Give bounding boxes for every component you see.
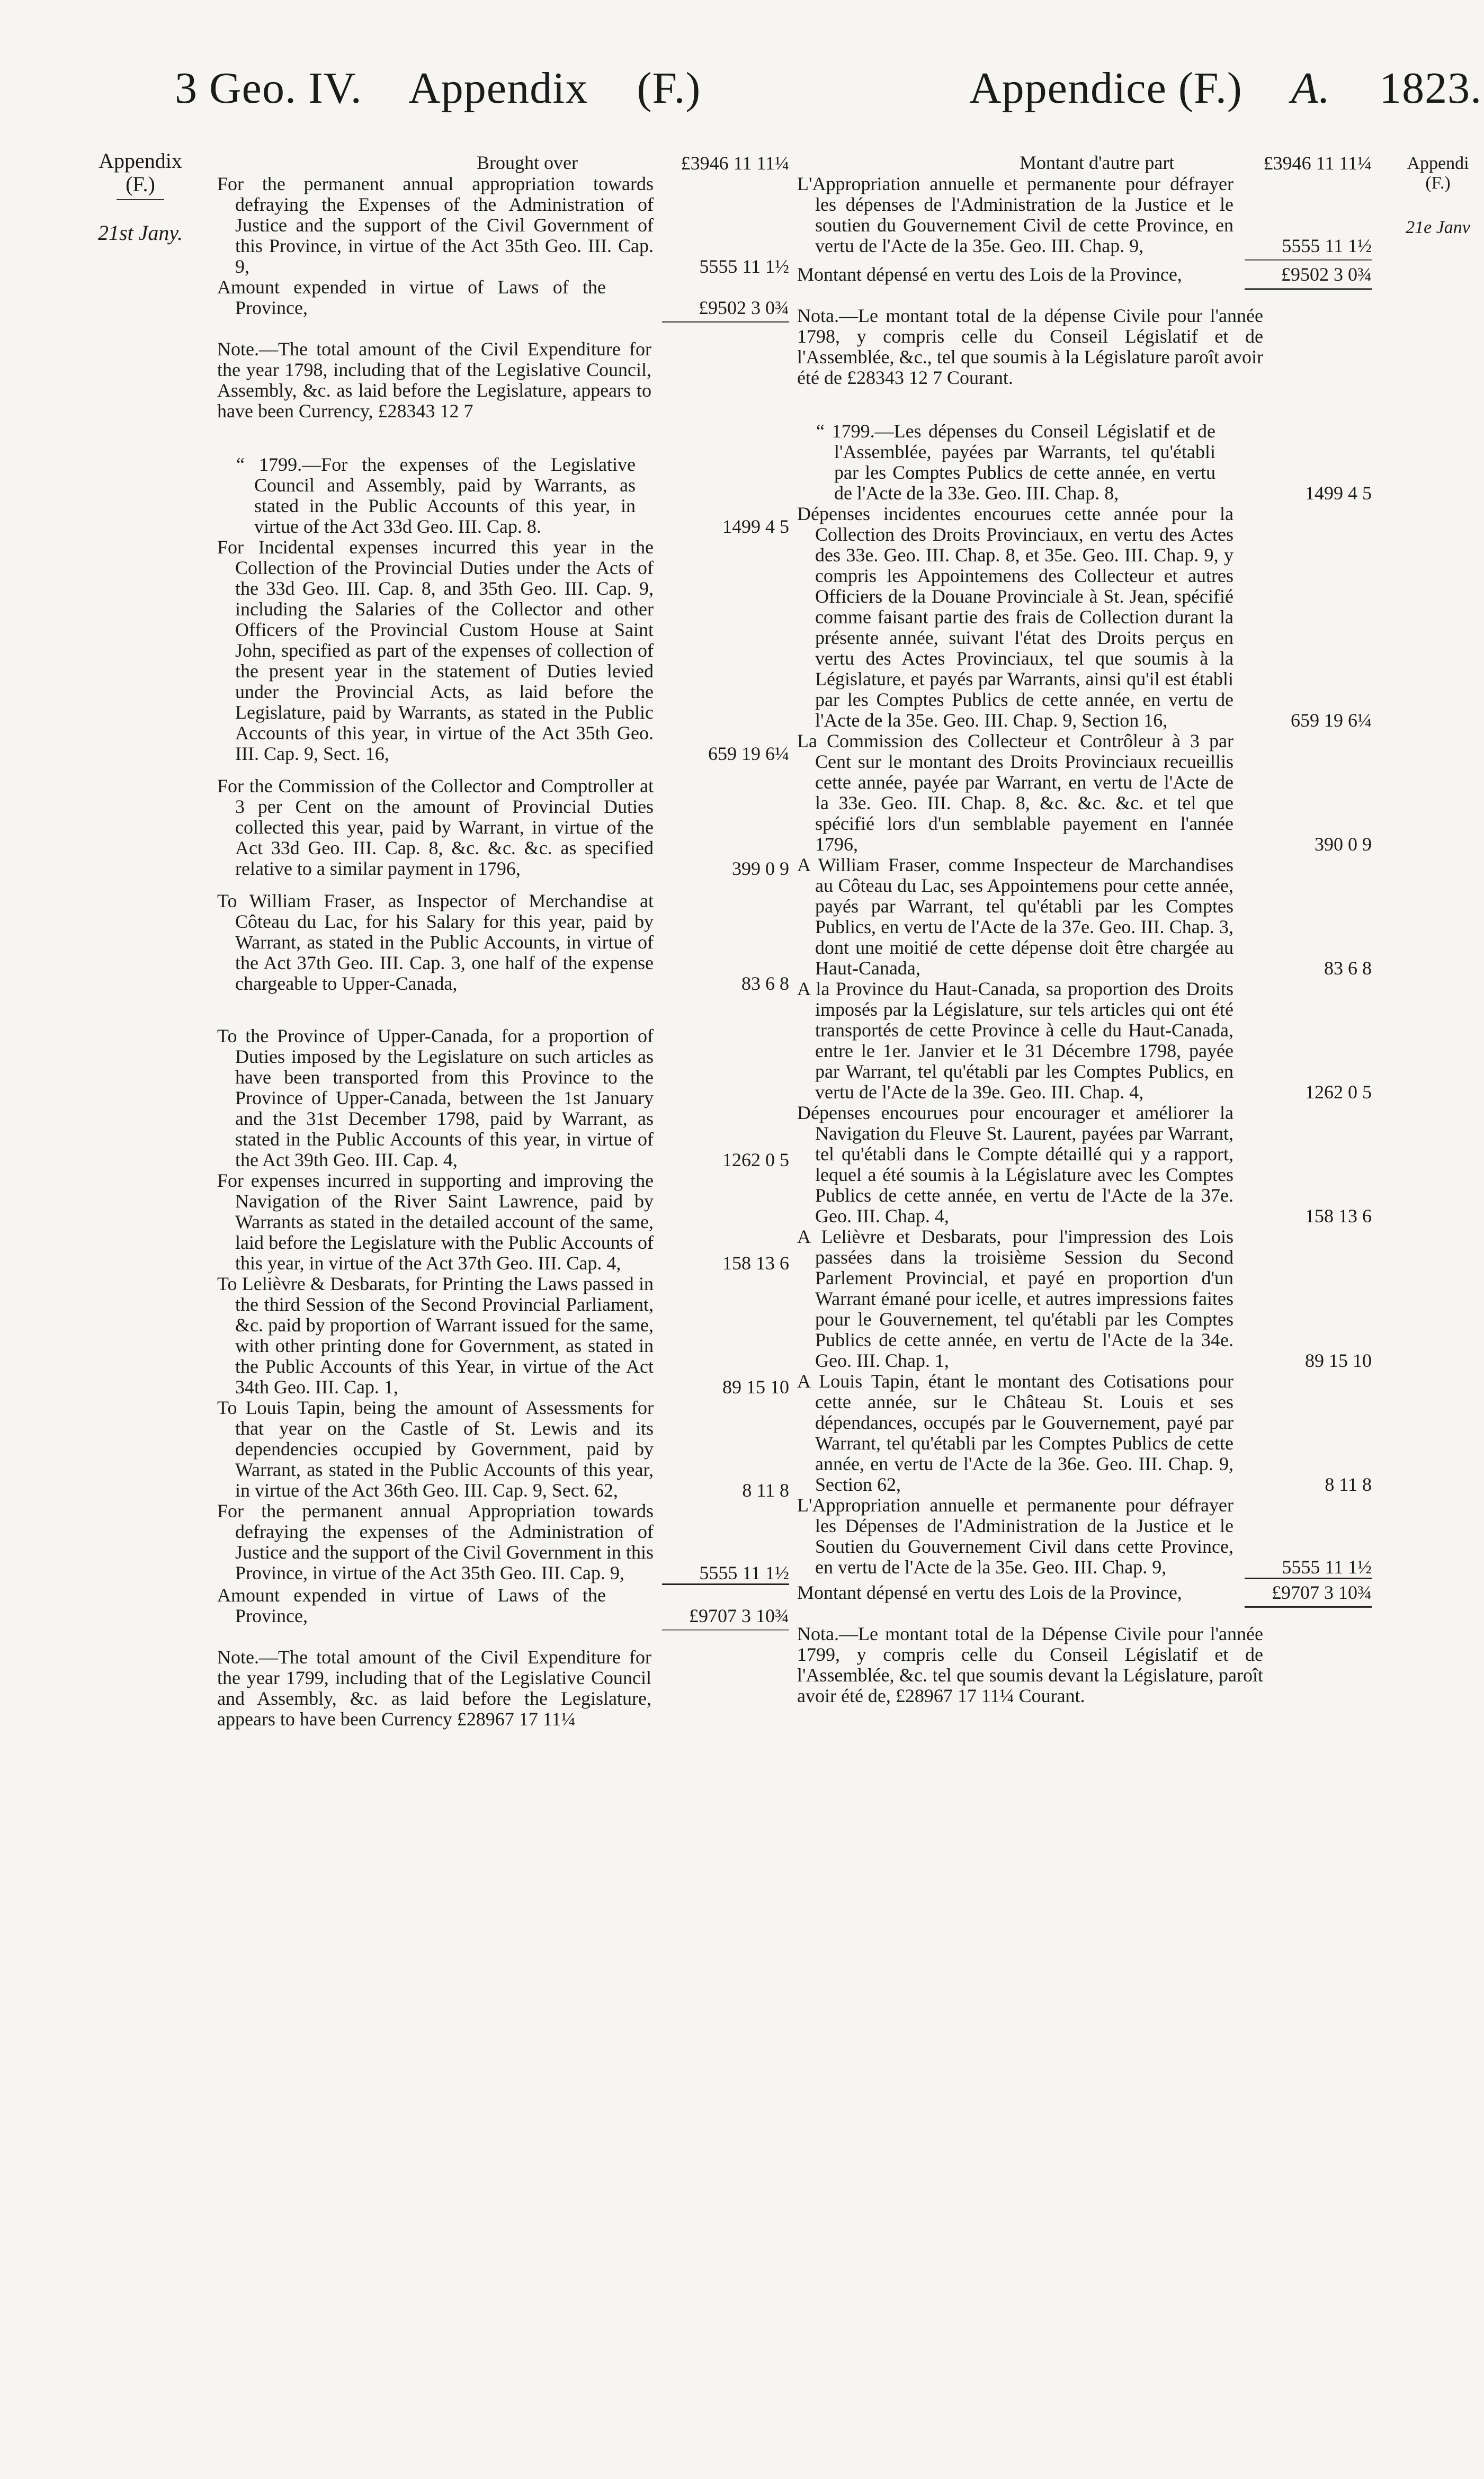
nota-1798: Nota.—Le montant total de la dépense Civile pour l'année 1798, y compris celle du Conseil Législatif et de l'Assemblée, &c., tel que soumis à la Législature paroît avoir été de £28343 12 7 Courant. bbox=[797, 305, 1263, 388]
entree-commission-collecteur bbox=[797, 731, 1377, 855]
entry-text: “ 1799.—Les dépenses du Conseil Législatif et de l'Assemblée, payées par Warrants, tel qu'établi par les Comptes Publics de cette année, en vertu de l'Acte de la 33e. Geo. III. Chap. 8, bbox=[816, 420, 1215, 504]
entry-amount: 83 6 8 bbox=[741, 973, 789, 994]
entry-navigation bbox=[217, 1170, 794, 1274]
entry-lelievre-desbarats bbox=[217, 1274, 794, 1398]
entry-text: Montant dépensé en vertu des Lois de la Province, bbox=[797, 264, 1182, 285]
entry-text: “ 1799.—For the expenses of the Legislative Council and Assembly, paid by Warrants, as stated in the Public Accounts of this year, in virtue of the Act 33d Geo. III. Cap. 8. bbox=[236, 454, 636, 537]
entry-text: For the Commission of the Collector and Comptroller at 3 per Cent on the amount of Provincial Duties collected this year, paid by Warrant, in virtue of the Act 33d Geo. III. Cap. 8, &c. &c. &c. as specified relative to a similar payment in 1796, bbox=[217, 775, 654, 879]
entree-depenses-incidentes bbox=[797, 504, 1377, 731]
entry-amount: 399 0 9 bbox=[732, 858, 789, 879]
margin-letter: (F.) bbox=[126, 172, 155, 196]
english-column bbox=[217, 153, 794, 1730]
entry-amount: 89 15 10 bbox=[722, 1376, 789, 1398]
entree-montant-depense bbox=[797, 264, 1377, 285]
entry-text: To the Province of Upper-Canada, for a proportion of Duties imposed by the Legislature on such articles as have been transported from this Province to the Province of Upper-Canada, between the 1st January and the 31st December 1798, paid by Warrant, as stated in the Public Accounts of this year, in virtue of the Act 39th Geo. III. Cap. 4, bbox=[217, 1025, 654, 1170]
entry-text: For expenses incurred in supporting and improving the Navigation of the River Saint Lawrence, paid by Warrants as stated in the detailed account of the same, laid before the Legislature with the Public Accounts of this year, in virtue of the Act 37th Geo. III. Cap. 4, bbox=[217, 1170, 654, 1274]
entree-depenses-legislatives bbox=[797, 421, 1377, 504]
entry-text: L'Appropriation annuelle et permanente pour défrayer les dépenses de l'Administration de la Justice et le soutien du Gouvernement Civil de cette Province, en vertu de l'Acte de la 35e. Geo. III. Chap. 9, bbox=[797, 173, 1233, 256]
margin-date-fr: 21e Janv bbox=[1406, 217, 1470, 237]
entry-permanent-appropriation-1799 bbox=[217, 1501, 794, 1583]
entry-amount: 1262 0 5 bbox=[722, 1149, 789, 1170]
entry-amount: 158 13 6 bbox=[1305, 1205, 1372, 1227]
entry-text: For Incidental expenses incurred this year in the Collection of the Provincial Duties under the Acts of the 33d Geo. III. Cap. 8, and 35th Geo. III. Cap. 9, including the Salaries of the Collector and other Officers of the Provincial Custom House at Saint John, specified as part of the expenses of collection of the present year in the statement of Duties levied under the Provincial Acts, as laid before the Legislature, paid by Warrants, as stated in the Public Accounts of this year, in virtue of the Act 35th Geo. III. Cap. 9, Sect. 16, bbox=[217, 536, 654, 764]
entry-upper-canada bbox=[217, 1026, 794, 1170]
entry-amount: 5555 11 1½ bbox=[699, 256, 789, 277]
entry-amount: £9707 3 10¾ bbox=[1272, 1582, 1372, 1603]
margin-note-right bbox=[1398, 154, 1478, 237]
french-column bbox=[797, 153, 1377, 1706]
margin-letter-fr: (F.) bbox=[1425, 173, 1451, 193]
entry-amount: 1262 0 5 bbox=[1305, 1081, 1372, 1103]
entry-amount: 8 11 8 bbox=[1325, 1474, 1372, 1495]
entry-amount: 659 19 6¼ bbox=[1291, 710, 1372, 731]
brought-over-amount: £3946 11 11¼ bbox=[1263, 153, 1372, 174]
entry-text: Dépenses encourues pour encourager et améliorer la Navigation du Fleuve St. Laurent, payées par Warrant, tel qu'établi dans le Compte détaillé qui y a rapport, lequel a été soumis à la Législature avec les Comptes Publics de cette année, en vertu de l'Acte de la 37e. Geo. III. Chap. 4, bbox=[797, 1102, 1233, 1227]
margin-label-fr: Appendi bbox=[1407, 154, 1469, 173]
entry-amount: £9502 3 0¾ bbox=[699, 297, 789, 318]
entry-text: A Lelièvre et Desbarats, pour l'impression des Lois passées dans la troisième Session du Second Parlement Provincial, et payé en proportion d'un Warrant émané pour icelle, et autres impressions faites pour le Gouvernement, tel qu'établi par les Comptes Publics de cette année, en vertu de l'Acte de la 34e. Geo. III. Chap. 1, bbox=[797, 1226, 1233, 1371]
entry-text: Dépenses incidentes encourues cette année pour la Collection des Droits Provinciaux, en vertu des Actes des 33e. Geo. III. Chap. 8, et 35e. Geo. III. Chap. 9, y compris les Appointemens des Collecteur et autres Officiers de la Douane Provinciale à St. Jean, spécifié comme faisant partie des frais de Collection durant la présente année, suivant l'état des Droits perçus en vertu des Actes Provinciaux, tel que soumis à la Législature, et payés par Warrants, ainsi qu'il est établi par les Comptes Publics de cette année, en vertu de l'Acte de la 35e. Geo. III. Chap. 9, Section 16, bbox=[797, 503, 1233, 731]
entry-amount: 1499 4 5 bbox=[722, 516, 789, 537]
entree-navigation bbox=[797, 1103, 1377, 1227]
entree-william-fraser bbox=[797, 855, 1377, 979]
header-title-fr: Appendice (F.) bbox=[969, 64, 1242, 113]
entry-text: For the permanent annual Appropriation towards defraying the expenses of the Administration of Justice and the support of the Civil Government in this Province, in virtue of the Act 35th Geo. III. Cap. 9, bbox=[217, 1500, 654, 1583]
margin-label: Appendix bbox=[99, 149, 182, 173]
entree-appropriation-1799 bbox=[797, 1495, 1377, 1578]
header-year: 1823. bbox=[1379, 64, 1482, 113]
margin-note-left bbox=[79, 149, 201, 245]
entree-montant-depense-1799 bbox=[797, 1582, 1377, 1603]
note-1798: Note.—The total amount of the Civil Expenditure for the year 1798, including that of the Legislative Council, Assembly, &c. as laid before the Legislature, appears to have been Currency, £28343 12 7 bbox=[217, 338, 651, 422]
entry-text: To Lelièvre & Desbarats, for Printing the Laws passed in the third Session of the Second Provincial Parliament, &c. paid by proportion of Warrant issued for the same, with other printing done for Government, as stated in the Public Accounts of this Year, in virtue of the Act 34th Geo. III. Cap. 1, bbox=[217, 1273, 654, 1398]
entree-appropriation-permanente bbox=[797, 174, 1377, 256]
entry-text: La Commission des Collecteur et Contrôleur à 3 par Cent sur le montant des Droits Provinciaux recueillis cette année, payée par Warrant, en vertu de l'Acte de la 33e. Geo. III. Chap. 8, &c. &c. &c. et tel que spécifié lors d'un semblable payement en l'année 1796, bbox=[797, 730, 1233, 855]
entry-legislative-expenses bbox=[217, 454, 794, 537]
entry-collector-commission bbox=[217, 776, 794, 879]
note-1799: Note.—The total amount of the Civil Expenditure for the year 1799, including that of the Legislative Council and Assembly, &c. as laid before the Legislature, appears to have been Currency £28967 17 11¼ bbox=[217, 1646, 651, 1730]
entry-text: A la Province du Haut-Canada, sa proportion des Droits imposés par la Législature, sur tels articles qui ont été transportés de cette Province à celle du Haut-Canada, entre le 1er. Janvier et le 31 Décembre 1798, payée par Warrant, tel qu'établi par les Comptes Publics, en vertu de l'Acte de la 39e. Geo. III. Chap. 4, bbox=[797, 978, 1233, 1103]
sum-rule bbox=[1245, 256, 1372, 261]
header-title: Appendix bbox=[408, 64, 588, 113]
entry-text: Amount expended in virtue of Laws of the Province, bbox=[217, 1585, 606, 1626]
entry-permanent-appropriation bbox=[217, 174, 794, 277]
brought-over-label: Brought over bbox=[477, 152, 578, 173]
entry-text: L'Appropriation annuelle et permanente pour défrayer les Dépenses de l'Administration de la Justice et le Soutien du Gouvernement Civil dans cette Province, en vertu de l'Acte de la 35e. Geo. III. Chap. 9, bbox=[797, 1494, 1233, 1578]
brought-over-row-fr bbox=[797, 153, 1377, 174]
header-act: 3 Geo. IV. bbox=[175, 64, 362, 113]
total-rule bbox=[1245, 285, 1372, 290]
entry-text: Amount expended in virtue of Laws of the Province, bbox=[217, 276, 606, 318]
entry-amount-expended bbox=[217, 277, 794, 318]
total-rule bbox=[1245, 1603, 1372, 1608]
total-rule bbox=[662, 1626, 789, 1631]
sum-rule bbox=[1245, 1578, 1372, 1579]
entry-text: A William Fraser, comme Inspecteur de Marchandises au Côteau du Lac, ses Appointemens pour cette année, payés par Warrant, tel qu'établi par les Comptes Publics, en vertu de l'Acte de la 37e. Geo. III. Chap. 3, dont une moitié de cette dépense doit être chargée au Haut-Canada, bbox=[797, 854, 1233, 979]
entree-haut-canada bbox=[797, 979, 1377, 1103]
entree-lelievre-desbarats bbox=[797, 1227, 1377, 1371]
brought-over-label: Montant d'autre part bbox=[1020, 152, 1175, 173]
margin-rule bbox=[117, 199, 164, 200]
entry-incidental-expenses bbox=[217, 537, 794, 764]
entry-text: For the permanent annual appropriation towards defraying the Expenses of the Administration of Justice and the support of the Civil Government of this Province, in virtue of the Act 35th Geo. III. Cap. 9, bbox=[217, 173, 654, 277]
entry-william-fraser bbox=[217, 891, 794, 994]
entry-text: To William Fraser, as Inspector of Merchandise at Côteau du Lac, for his Salary for this year, paid by Warrant, as stated in the Public Accounts, in virtue of the Act 37th Geo. III. Cap. 3, one half of the expense chargeable to Upper-Canada, bbox=[217, 890, 654, 994]
brought-over-amount: £3946 11 11¼ bbox=[681, 153, 789, 174]
entry-louis-tapin bbox=[217, 1398, 794, 1501]
entry-amount: 659 19 6¼ bbox=[708, 743, 789, 764]
nota-1799: Nota.—Le montant total de la Dépense Civile pour l'année 1799, y compris celle du Conseil Législatif et de l'Assemblée, &c. tel que soumis devant la Législature, paroît avoir été de, £28967 17 11¼ Courant. bbox=[797, 1623, 1263, 1706]
entry-text: Montant dépensé en vertu des Lois de la Province, bbox=[797, 1582, 1182, 1603]
total-rule bbox=[662, 318, 789, 323]
entry-amount: £9707 3 10¾ bbox=[689, 1605, 789, 1626]
entry-amount: 1499 4 5 bbox=[1305, 482, 1372, 504]
entry-amount: 158 13 6 bbox=[722, 1252, 789, 1274]
header-letter: (F.) bbox=[637, 64, 701, 113]
entry-text: To Louis Tapin, being the amount of Assessments for that year on the Castle of St. Lewis and its dependencies occupied by Government, paid by Warrant, as stated in the Public Accounts of this year, in virtue of the Act 36th Geo. III. Cap. 9, Sect. 62, bbox=[217, 1397, 654, 1501]
running-header-right bbox=[969, 62, 1484, 114]
entry-amount: 5555 11 1½ bbox=[1282, 235, 1372, 256]
entry-amount-expended-1799 bbox=[217, 1585, 794, 1626]
entry-amount: 89 15 10 bbox=[1305, 1350, 1372, 1371]
running-header-left bbox=[175, 62, 738, 114]
brought-over-row bbox=[217, 153, 794, 174]
margin-date: 21st Jany. bbox=[98, 221, 183, 245]
entry-amount: 5555 11 1½ bbox=[699, 1562, 789, 1583]
entry-amount: £9502 3 0¾ bbox=[1281, 264, 1372, 285]
entry-amount: 390 0 9 bbox=[1315, 834, 1372, 855]
entry-amount: 83 6 8 bbox=[1324, 957, 1372, 979]
entree-louis-tapin bbox=[797, 1371, 1377, 1495]
header-letter-fr: A. bbox=[1291, 64, 1331, 113]
entry-amount: 8 11 8 bbox=[742, 1480, 789, 1501]
entry-text: A Louis Tapin, étant le montant des Cotisations pour cette année, sur le Château St. Louis et ses dépendances, occupés par le Gouvernement, payé par Warrant, tel qu'établi par les Comptes Publics de cette année, en vertu de l'Acte de la 36e. Geo. III. Chap. 9, Section 62, bbox=[797, 1371, 1233, 1495]
entry-amount: 5555 11 1½ bbox=[1282, 1556, 1372, 1578]
